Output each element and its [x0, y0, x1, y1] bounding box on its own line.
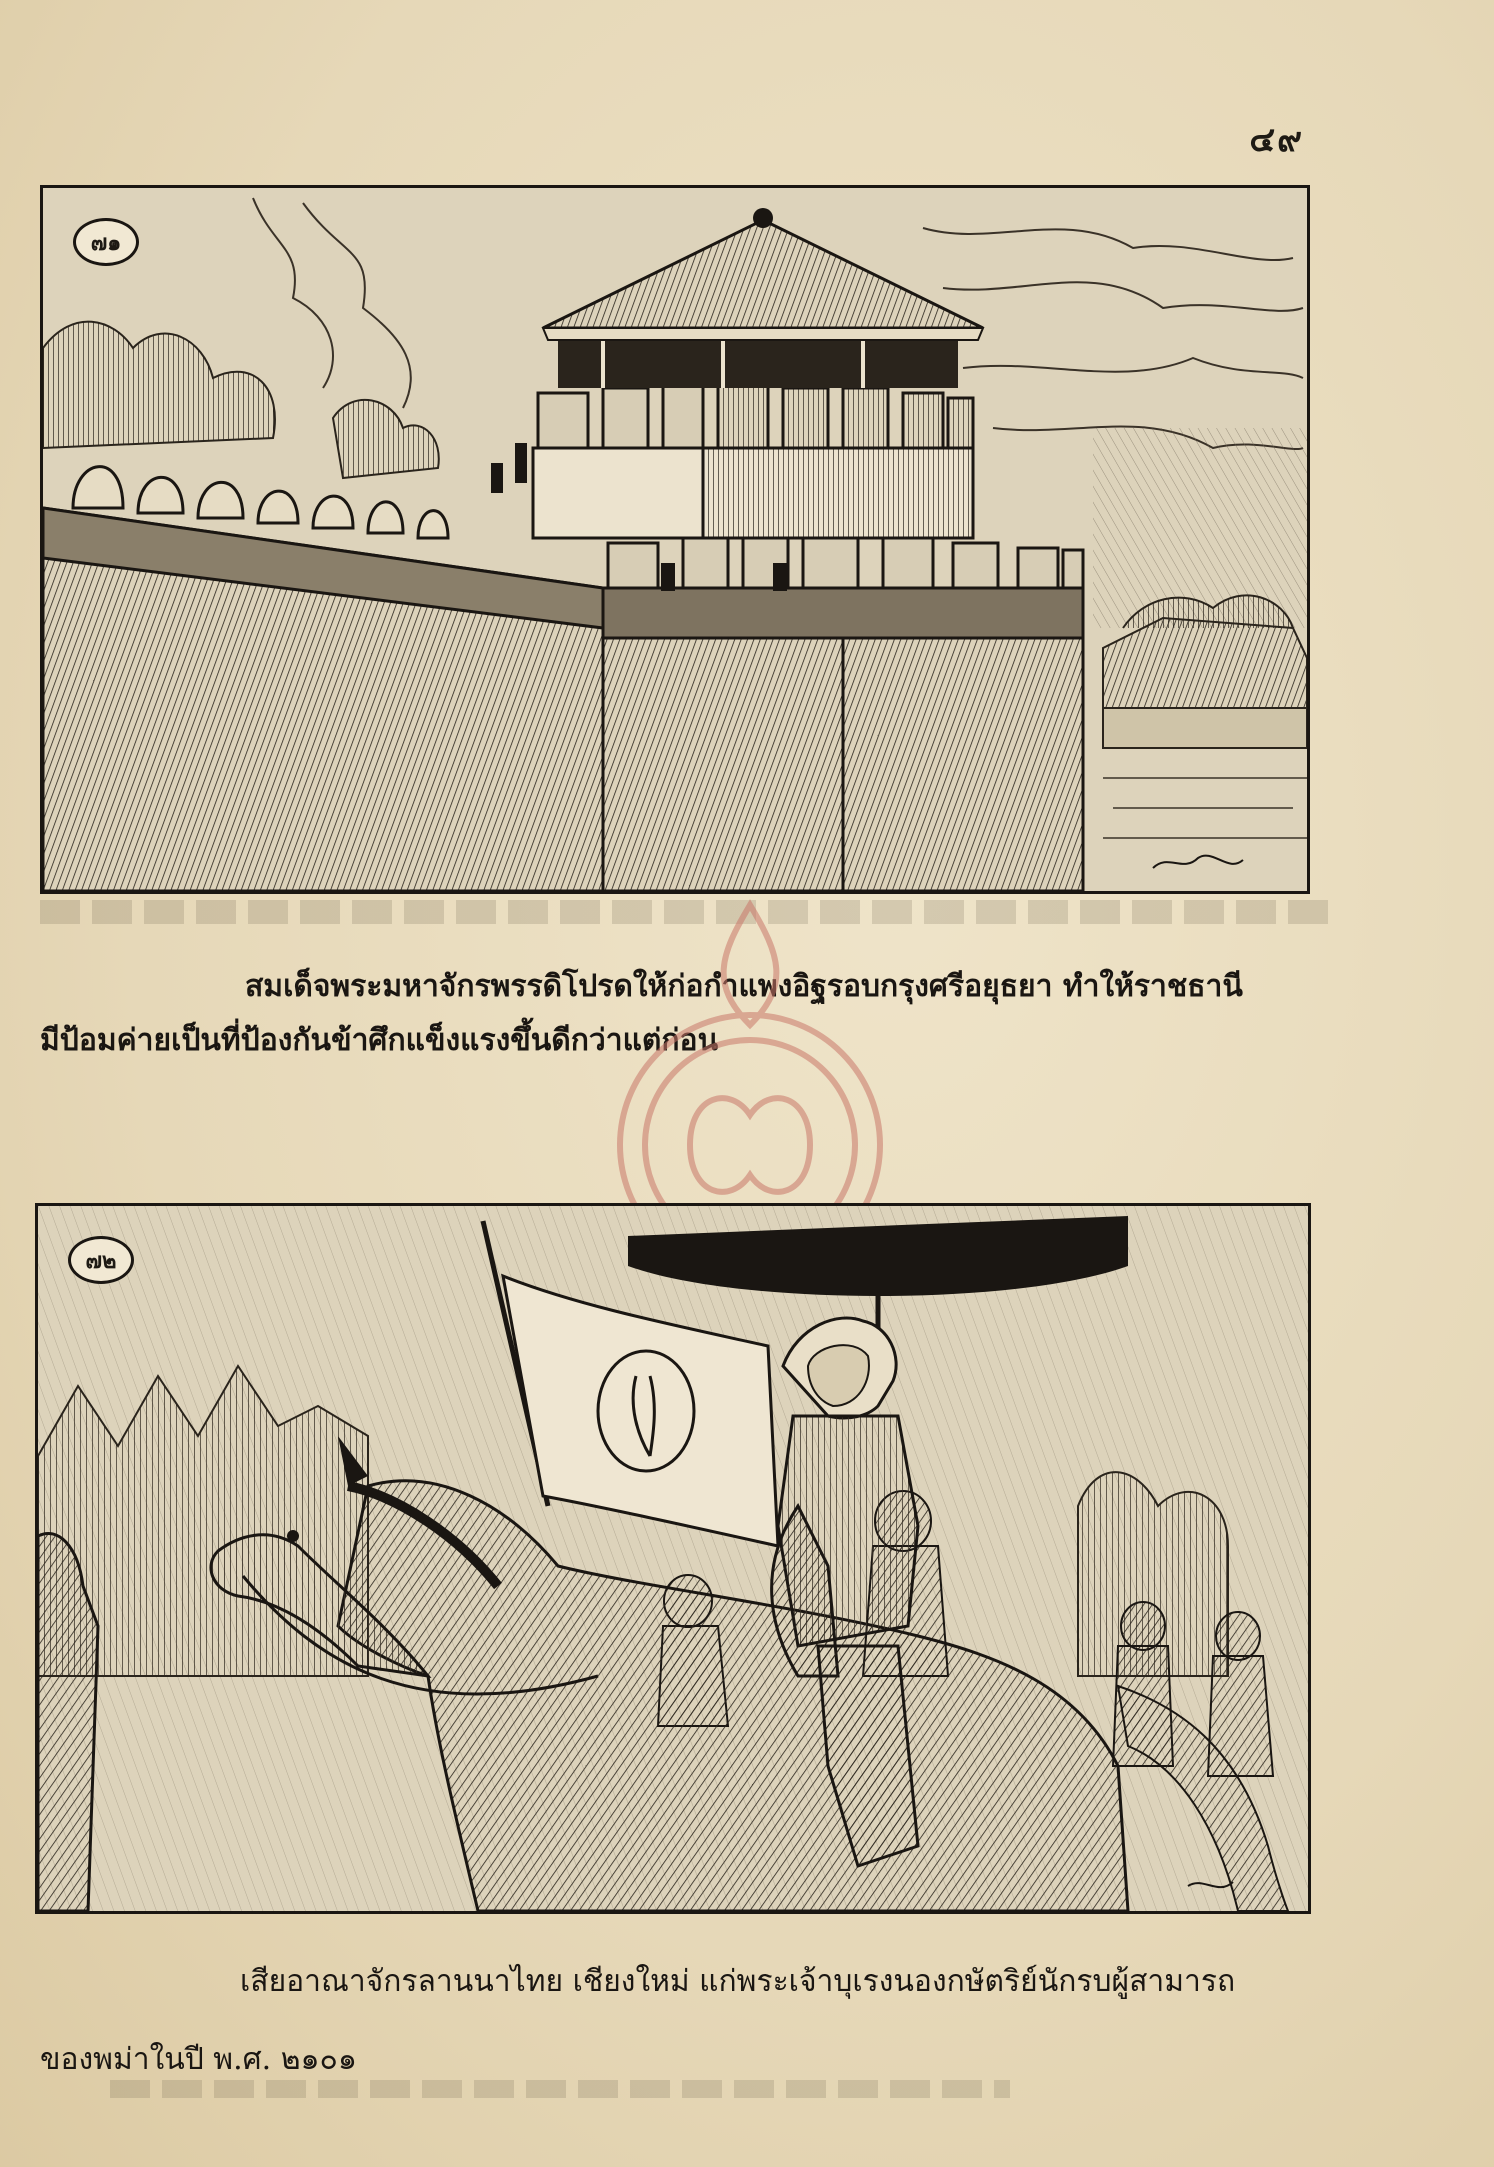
figure-number-badge: ๗๑: [73, 218, 139, 266]
bleed-through-text: [110, 2080, 1010, 2098]
figure-number-badge: ๗๒: [68, 1236, 134, 1284]
caption-line: มีป้อมค่ายเป็นที่ป้องกันข้าศึกแข็งแรงขึ้นดีกว่าแต่ก่อน: [40, 1023, 719, 1058]
caption-line: ของพม่าในปี พ.ศ. ๒๑๐๑: [40, 2042, 357, 2077]
caption-line: สมเด็จพระมหาจักรพรรดิโปรดให้ก่อกำแพงอิฐรอบกรุงศรีอยุธยา ทำให้ราชธานี: [245, 969, 1243, 1004]
caption-line: เสียอาณาจักรลานนาไทย เชียงใหม่ แก่พระเจ้าบุเรงนองกษัตริย์นักรบผู้สามารถ: [240, 1964, 1236, 1999]
caption-horseman: [40, 1955, 1330, 2087]
horseman-drawing: [38, 1206, 1308, 1911]
illustration-king-on-horse: [35, 1203, 1311, 1914]
fortress-drawing: [43, 188, 1307, 891]
illustration-fortress-wall: [40, 185, 1310, 894]
page-number: ๔๙: [1249, 120, 1304, 160]
